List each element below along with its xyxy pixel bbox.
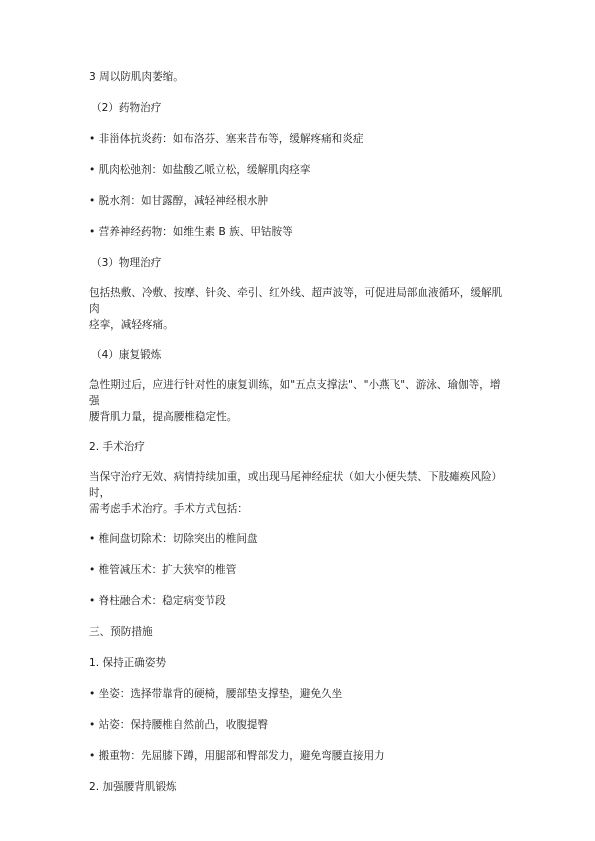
list-item: • 坐姿：选择带靠背的硬椅，腰部垫支撑垫，避免久坐 [89, 688, 343, 700]
list-item: • 营养神经药物：如维生素 B 族、甲钴胺等 [89, 226, 293, 238]
subsection-heading-physical-therapy: （3）物理治疗 [91, 257, 162, 269]
section-heading-prevention: 三、预防措施 [89, 626, 153, 638]
list-item: • 脱水剂：如甘露醇，减轻神经根水肿 [89, 195, 269, 207]
list-item: • 椎间盘切除术：切除突出的椎间盘 [89, 533, 258, 545]
paragraph-line: 腰背肌力量，提高腰椎稳定性。 [89, 411, 238, 423]
list-item: • 椎管减压术：扩大狭窄的椎管 [89, 564, 237, 576]
section-heading-surgery: 2. 手术治疗 [89, 441, 145, 453]
paragraph-line: 痉挛，减轻疼痛。 [89, 319, 174, 331]
document-body [89, 68, 509, 796]
list-item: • 非甾体抗炎药：如布洛芬、塞来昔布等，缓解疼痛和炎症 [89, 133, 364, 145]
text-line: 3 周以防肌肉萎缩。 [89, 71, 184, 83]
paragraph-line: 需考虑手术治疗。手术方式包括： [89, 503, 248, 515]
paragraph-line: 包括热敷、冷敷、按摩、针灸、牵引、红外线、超声波等，可促进局部血液循环，缓解肌肉 [89, 287, 503, 315]
section-heading-posture: 1. 保持正确姿势 [89, 657, 167, 669]
paragraph-line: 急性期过后，应进行针对性的康复训练，如"五点支撑法"、"小燕飞"、游泳、瑜伽等，增强 [89, 379, 501, 407]
list-item: • 搬重物：先屈膝下蹲，用腿部和臀部发力，避免弯腰直接用力 [89, 750, 385, 762]
list-item: • 站姿：保持腰椎自然前凸，收腹提臀 [89, 719, 269, 731]
list-item: • 脊柱融合术：稳定病变节段 [89, 595, 226, 607]
list-item: • 肌肉松弛剂：如盐酸乙哌立松，缓解肌肉痉挛 [89, 164, 311, 176]
subsection-heading-medication: （2）药物治疗 [91, 102, 162, 114]
paragraph-line: 当保守治疗无效、病情持续加重，或出现马尾神经症状（如大小便失禁、下肢瘫痪风险）时， [89, 471, 503, 499]
subsection-heading-rehab: （4）康复锻炼 [91, 349, 162, 361]
section-heading-exercise: 2. 加强腰背肌锻炼 [89, 781, 177, 793]
